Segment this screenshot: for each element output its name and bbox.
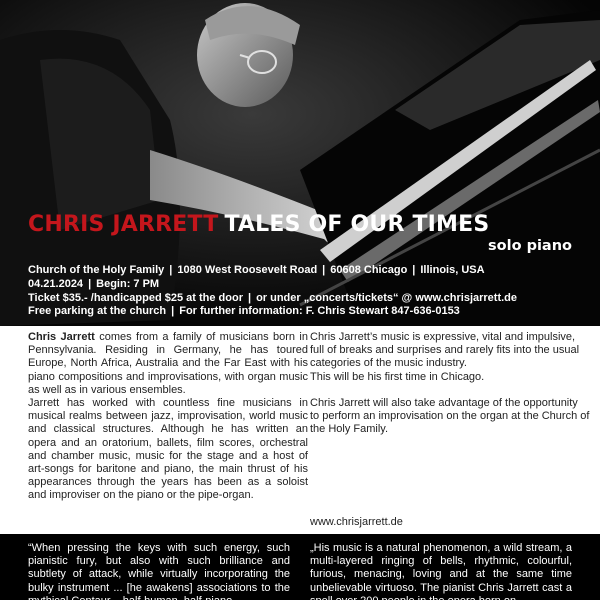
- description-paragraph-3: Chris Jarrett will also take advantage of the opportunity to perform an improvisation on the organ at the Church of the Holy Family.: [310, 397, 590, 436]
- separator: |: [171, 305, 175, 317]
- ticket-line: [28, 292, 573, 305]
- venue-address: 1080 West Roosevelt Road: [177, 264, 318, 276]
- bio-paragraph-1-text: comes from a family of musicians born in Pennsylvania. Residing in Germany, he has toured Europe, North Africa, Australia and the Far East with his piano compositions and improvisations, with organ music as well as in various ensembles.: [28, 331, 308, 396]
- separator: |: [412, 264, 416, 276]
- separator: |: [169, 264, 173, 276]
- ticket-door-price: Ticket $35.- /handicapped $25 at the door: [28, 292, 243, 304]
- separator: |: [247, 292, 252, 304]
- quotes-band: [0, 534, 600, 607]
- parking-line: [28, 305, 573, 318]
- bio-paragraph-1: [28, 331, 308, 397]
- press-quote-right: „His music is a natural phenomenon, a wild stream, a multi-layered ringing of bells, rhythmic, colourful, furious, menacing, loving and at the same time unbelievable virtuoso. The pianist Chris Jarrett cast a spell over 200 people in the opera born on: [310, 542, 572, 607]
- biography-column: [28, 331, 308, 503]
- date-line: [28, 278, 573, 291]
- website-link[interactable]: www.chrisjarrett.de: [310, 516, 403, 528]
- contact-info: For further information: F. Chris Stewart 847-636-0153: [179, 305, 460, 317]
- venue-city: 60608 Chicago: [330, 264, 408, 276]
- show-title: TALES OF OUR TIMES: [224, 212, 490, 237]
- paragraph-gap: [310, 384, 590, 397]
- venue-state: Illinois, USA: [420, 264, 485, 276]
- separator: |: [322, 264, 326, 276]
- press-quote-left: “When pressing the keys with such energy, such pianistic fury, but also with such brilliance and subtlety of attack, while virtually incorporating the bulky instrument ... [he awakens] associations to the mythical Centaur – half-human, half-piano.: [28, 542, 290, 607]
- concert-date: 04.21.2024: [28, 278, 84, 290]
- bio-paragraph-2: Jarrett has worked with countless fine musicians in musical realms between jazz, improvisation, world music and classical structures. Although he has written an opera and an oratorium, ballets, film scores, orchestral and chamber music, music for the stage and a host of art-songs for baritone and piano, the main thrust of his appearances through the years has been as a soloist and improviser on the piano or the pipe-organ.: [28, 397, 308, 502]
- separator: |: [88, 278, 92, 290]
- venue-name: Church of the Holy Family: [28, 264, 165, 276]
- begin-time: Begin: 7 PM: [96, 278, 160, 290]
- ticket-online-info: or under „concerts/tickets“ @ www.chrisjarrett.de: [256, 292, 518, 304]
- bio-lead-name: Chris Jarrett: [28, 331, 95, 343]
- description-paragraph-2: This will be his first time in Chicago.: [310, 370, 485, 383]
- parking-info: Free parking at the church: [28, 305, 167, 317]
- artist-name: CHRIS JARRETT: [28, 212, 219, 237]
- headline: [28, 212, 573, 237]
- venue-line: [28, 264, 573, 277]
- subtitle: solo piano: [488, 238, 572, 254]
- description-column: [310, 331, 590, 437]
- description-paragraph-1: Chris Jarrett’s music is expressive, vital and impulsive, full of breaks and surprises and rarely fits into the usual categories of the music industry.: [310, 331, 580, 370]
